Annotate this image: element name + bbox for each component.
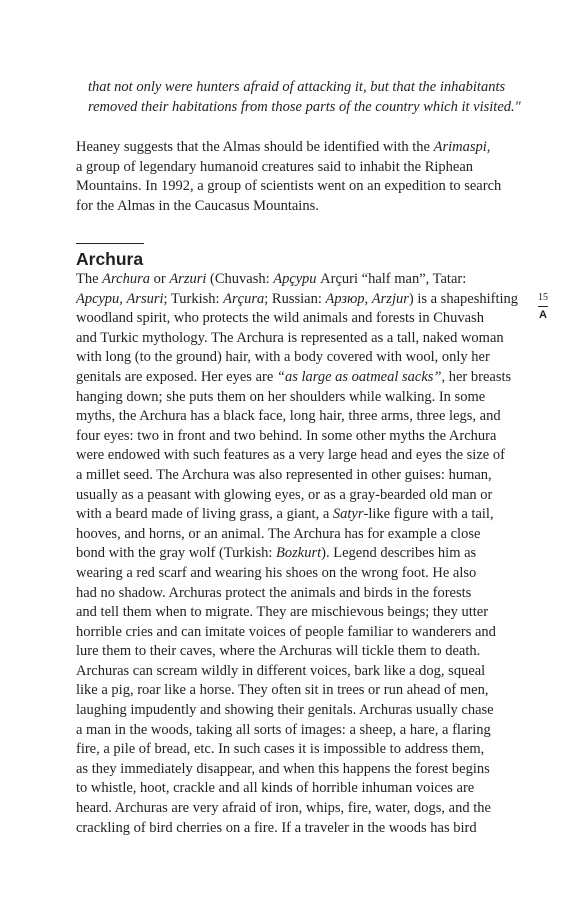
italic-run: Арçури xyxy=(273,271,317,287)
italic-run: Bozkurt xyxy=(276,545,322,562)
text-run: hooves, and horns, or an animal. The Archura has for example a close xyxy=(76,525,481,542)
text-run: a millet seed. The Archura was also represented in other guises: human, xyxy=(76,466,492,483)
text-run: laughing impudently and showing their genitals. Archuras usually chase xyxy=(76,702,494,719)
text-line xyxy=(76,799,516,819)
text-run: for the Almas in the Caucasus Mountains. xyxy=(76,197,319,214)
text-run: four eyes: two in front and two behind. In some other myths the Archura xyxy=(76,427,497,444)
text-run: crackling of bird cherries on a fire. If a traveler in the woods has bird xyxy=(76,819,477,836)
text-run: and tell them when to migrate. They are mischievous beings; they utter xyxy=(76,604,489,621)
text-line xyxy=(76,466,516,486)
text-run: ; Turkish: xyxy=(163,290,224,307)
text-run: -like figure with a tail, xyxy=(363,506,494,523)
italic-run: Archura xyxy=(102,271,150,287)
text-line xyxy=(76,760,516,780)
text-run: ). Legend describes him as xyxy=(321,545,477,562)
text-run: to whistle, hoot, crackle and all kinds of horrible inhuman voices are xyxy=(76,780,475,797)
intro-paragraph xyxy=(76,138,526,216)
text-line xyxy=(76,309,516,329)
text-run: Heaney suggests that the Almas should be identified with the xyxy=(76,139,434,155)
italic-run: Satyr xyxy=(332,506,364,523)
text-line xyxy=(76,779,516,799)
page-folio xyxy=(528,292,558,322)
text-run: The xyxy=(76,271,103,287)
text-line xyxy=(76,740,516,760)
quote-line: removed their habitations from those parts of the country which it visited." xyxy=(88,98,521,115)
text-line xyxy=(76,177,526,197)
text-run: were endowed with such features as a very large head and eyes the size of xyxy=(76,447,505,464)
text-line xyxy=(76,681,516,701)
text-run: with long (to the ground) hair, with a body covered with wool, only her xyxy=(76,349,490,366)
entry-body xyxy=(76,270,519,838)
text-line xyxy=(76,388,516,408)
text-run: like a pig, roar like a horse. They often sit in trees or run ahead of men, xyxy=(76,682,489,699)
text-line xyxy=(76,623,516,643)
text-line xyxy=(76,138,526,158)
text-run: Archuras can scream wildly in different voices, bark like a dog, squeal xyxy=(76,662,486,679)
section-letter: A xyxy=(539,309,547,321)
text-run: and Turkic mythology. The Archura is represented as a tall, naked woman xyxy=(76,329,504,346)
folio-divider xyxy=(538,306,548,307)
quote-line: that not only were hunters afraid of attacking it, but that the inhabitants xyxy=(88,79,506,95)
text-run: myths, the Archura has a black face, long hair, three arms, three legs, and xyxy=(76,408,501,425)
text-line xyxy=(76,525,516,545)
text-run: ; Russian: xyxy=(264,290,326,307)
text-run: usually as a peasant with glowing eyes, or as a gray-bearded old man or xyxy=(76,486,493,503)
text-run: , her breasts xyxy=(441,368,512,385)
text-run: bond with the gray wolf (Turkish: xyxy=(76,545,277,562)
text-run: a man in the woods, taking all sorts of images: a sheep, a hare, a flaring xyxy=(76,721,491,738)
text-run: as they immediately disappear, and when this happens the forest begins xyxy=(76,760,490,777)
page-number: 15 xyxy=(538,292,548,303)
text-line xyxy=(76,348,516,368)
heading-rule xyxy=(76,243,144,244)
text-line xyxy=(76,721,516,741)
italic-run: Арзюр, Arzjur xyxy=(325,290,409,307)
text-line xyxy=(76,662,516,682)
text-run: lure them to their caves, where the Archuras will tickle them to death. xyxy=(76,643,481,660)
text-line xyxy=(76,407,516,427)
text-run: ) is a shapeshifting xyxy=(408,290,519,307)
text-line xyxy=(76,329,516,349)
text-line xyxy=(76,158,526,178)
italic-run: Arçura xyxy=(223,290,265,307)
text-line xyxy=(76,486,516,506)
italic-run: Арсури, Arsuri xyxy=(76,290,164,307)
text-line xyxy=(76,427,516,447)
text-run: horrible cries and can imitate voices of people familiar to wanderers and xyxy=(76,623,496,640)
text-run: had no shadow. Archuras protect the animals and birds in the forests xyxy=(76,584,472,601)
text-run: Arçuri “half man”, Tatar: xyxy=(316,271,467,287)
italic-run: Arimaspi xyxy=(433,139,487,155)
text-run: or xyxy=(149,271,170,287)
text-line xyxy=(76,197,526,217)
text-line xyxy=(76,446,516,466)
text-line xyxy=(76,603,516,623)
text-run: , xyxy=(486,139,491,155)
text-run: woodland spirit, who protects the wild animals and forests in Chuvash xyxy=(76,310,484,327)
text-run: with a beard made of living grass, a giant, a xyxy=(76,506,333,523)
italic-run: “as large as oatmeal sacks” xyxy=(276,368,442,385)
text-line xyxy=(76,584,516,604)
text-run: heard. Archuras are very afraid of iron, whips, fire, water, dogs, and the xyxy=(76,800,491,817)
text-line xyxy=(76,564,516,584)
entry-heading: Archura xyxy=(76,249,144,269)
text-line xyxy=(76,290,519,310)
italic-run: Arzuri xyxy=(169,271,207,287)
text-run: genitals are exposed. Her eyes are xyxy=(76,368,277,385)
text-line xyxy=(76,368,516,388)
text-run: fire, a pile of bread, etc. In such cases it is impossible to address them, xyxy=(76,741,485,758)
text-line xyxy=(76,544,516,564)
text-line xyxy=(76,505,516,525)
text-line xyxy=(76,642,516,662)
text-line xyxy=(76,819,516,839)
text-run: (Chuvash: xyxy=(206,271,274,287)
text-run: hanging down; she puts them on her shoulders while walking. In some xyxy=(76,388,486,405)
text-run: a group of legendary humanoid creatures said to inhabit the Riphean xyxy=(76,158,474,175)
text-run: Mountains. In 1992, a group of scientists went on an expedition to search xyxy=(76,178,502,195)
text-run: wearing a red scarf and wearing his shoes on the wrong foot. He also xyxy=(76,564,477,581)
block-quote xyxy=(88,78,521,117)
text-line xyxy=(76,701,516,721)
text-line xyxy=(76,270,516,290)
